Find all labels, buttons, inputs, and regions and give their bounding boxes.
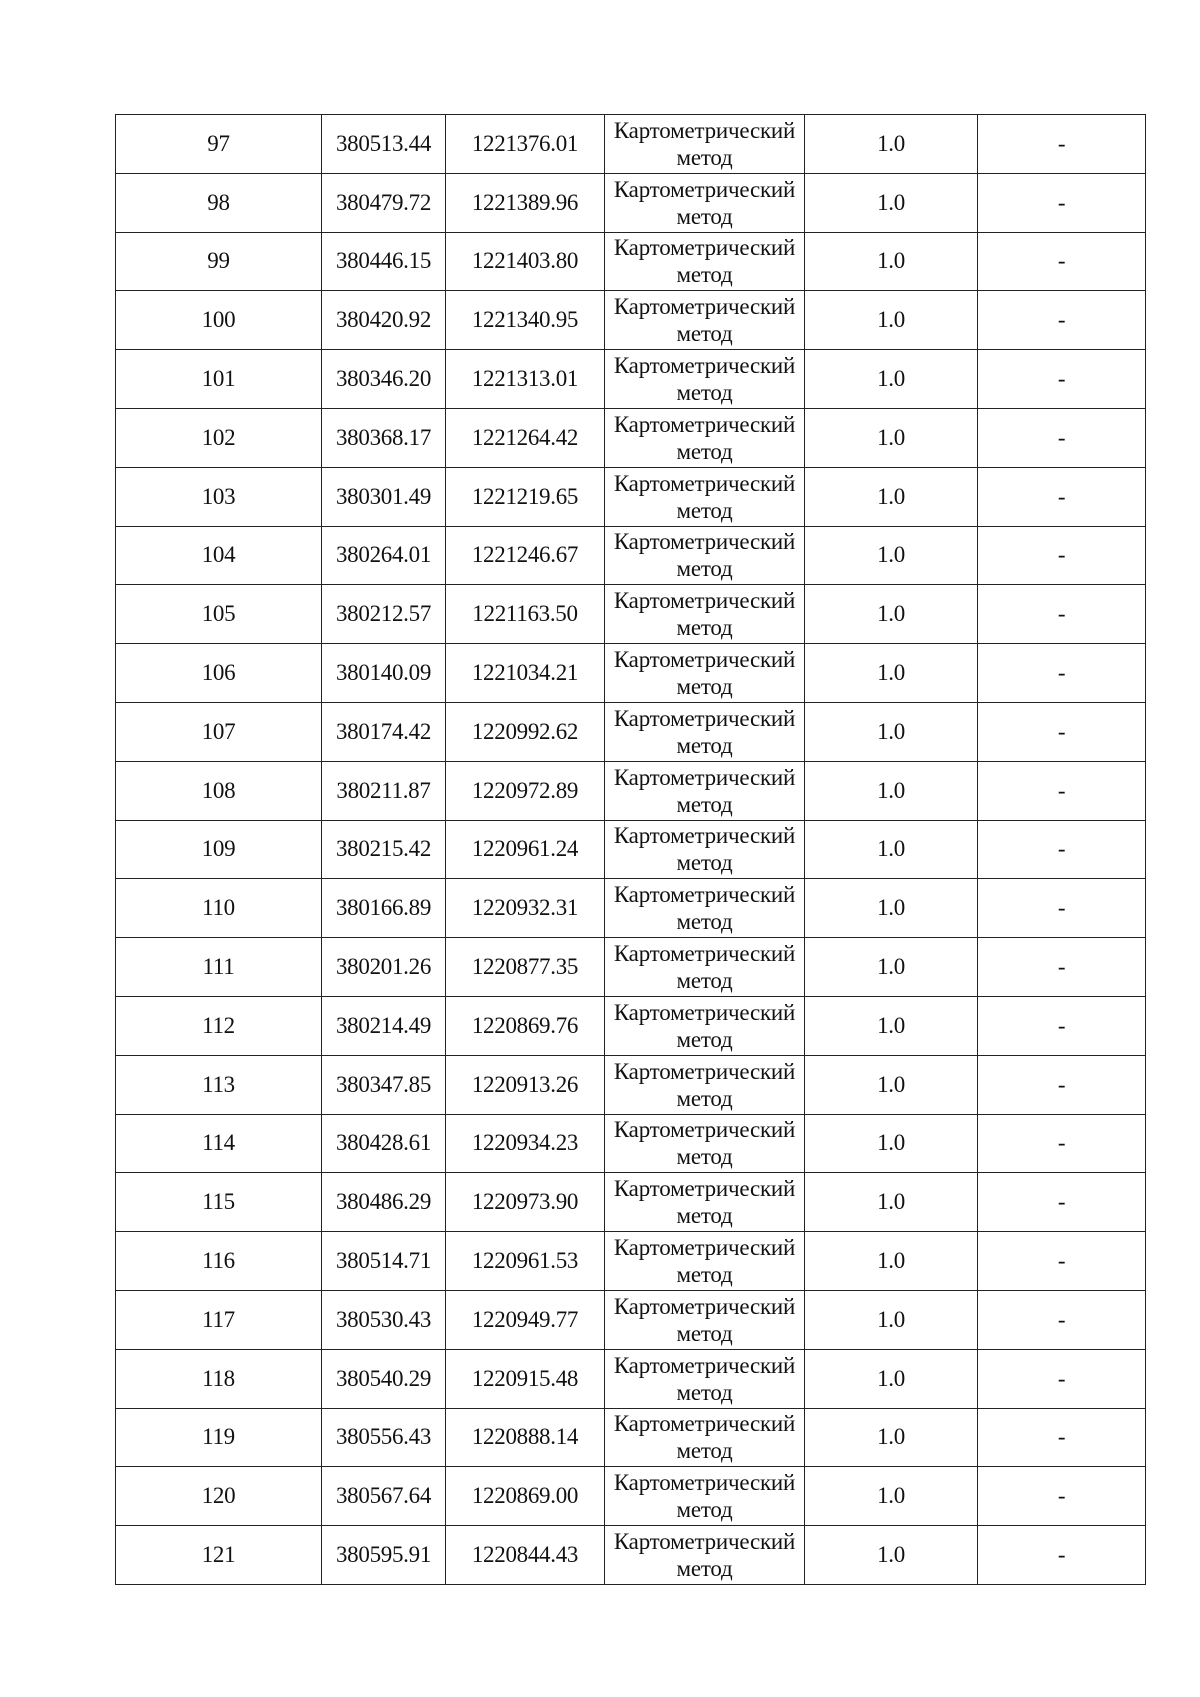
accuracy-cell: 1.0	[805, 408, 978, 467]
description-cell: -	[978, 761, 1146, 820]
accuracy-cell: 1.0	[805, 761, 978, 820]
method-cell	[605, 232, 805, 291]
coordinate-x-cell: 380211.87	[322, 761, 446, 820]
point-number-cell: 114	[116, 1114, 322, 1173]
method-cell	[605, 291, 805, 350]
method-line-2: метод	[676, 909, 733, 935]
method-line-2: метод	[676, 1262, 733, 1288]
coordinate-y-cell: 1221403.80	[446, 232, 605, 291]
coordinate-x-cell: 380201.26	[322, 938, 446, 997]
method-line-1: Картометрический	[613, 470, 796, 496]
point-number-cell: 121	[116, 1526, 322, 1585]
accuracy-cell: 1.0	[805, 526, 978, 585]
description-cell: -	[978, 1349, 1146, 1408]
coordinate-x-cell: 380513.44	[322, 115, 446, 174]
method-line-2: метод	[676, 615, 733, 641]
coordinate-y-cell: 1220961.53	[446, 1232, 605, 1291]
coordinate-x-cell: 380567.64	[322, 1467, 446, 1526]
table-row	[116, 644, 1146, 703]
method-line-1: Картометрический	[613, 1470, 796, 1496]
method-cell	[605, 644, 805, 703]
description-cell: -	[978, 232, 1146, 291]
coordinate-x-cell: 380174.42	[322, 702, 446, 761]
method-line-1: Картометрический	[613, 823, 796, 849]
coordinate-y-cell: 1221264.42	[446, 408, 605, 467]
method-line-1: Картометрический	[613, 294, 796, 320]
coordinate-y-cell: 1221389.96	[446, 173, 605, 232]
coordinate-y-cell: 1220949.77	[446, 1290, 605, 1349]
table-row	[116, 996, 1146, 1055]
method-cell	[605, 1055, 805, 1114]
accuracy-cell: 1.0	[805, 1349, 978, 1408]
method-line-2: метод	[676, 732, 733, 758]
accuracy-cell: 1.0	[805, 1526, 978, 1585]
table-row	[116, 232, 1146, 291]
point-number-cell: 108	[116, 761, 322, 820]
coordinate-y-cell: 1221034.21	[446, 644, 605, 703]
point-number-cell: 119	[116, 1408, 322, 1467]
table-row	[116, 820, 1146, 879]
method-cell	[605, 1232, 805, 1291]
coordinate-x-cell: 380264.01	[322, 526, 446, 585]
method-line-1: Картометрический	[613, 1411, 796, 1437]
coordinate-y-cell: 1220915.48	[446, 1349, 605, 1408]
coordinate-y-cell: 1220932.31	[446, 879, 605, 938]
coordinate-x-cell: 380214.49	[322, 996, 446, 1055]
description-cell: -	[978, 526, 1146, 585]
accuracy-cell: 1.0	[805, 879, 978, 938]
point-number-cell: 101	[116, 350, 322, 409]
description-cell: -	[978, 1290, 1146, 1349]
table-row	[116, 115, 1146, 174]
method-line-1: Картометрический	[613, 117, 796, 143]
point-number-cell: 100	[116, 291, 322, 350]
point-number-cell: 104	[116, 526, 322, 585]
description-cell: -	[978, 1408, 1146, 1467]
description-cell: -	[978, 1232, 1146, 1291]
accuracy-cell: 1.0	[805, 1055, 978, 1114]
table-row	[116, 1349, 1146, 1408]
method-cell	[605, 467, 805, 526]
method-line-2: метод	[676, 1556, 733, 1582]
coordinate-y-cell: 1220973.90	[446, 1173, 605, 1232]
point-number-cell: 99	[116, 232, 322, 291]
table-row	[116, 879, 1146, 938]
coordinate-x-cell: 380486.29	[322, 1173, 446, 1232]
method-line-2: метод	[676, 850, 733, 876]
coordinate-y-cell: 1220869.00	[446, 1467, 605, 1526]
coordinate-y-cell: 1220961.24	[446, 820, 605, 879]
table-row	[116, 1114, 1146, 1173]
method-line-1: Картометрический	[613, 1293, 796, 1319]
point-number-cell: 97	[116, 115, 322, 174]
accuracy-cell: 1.0	[805, 1467, 978, 1526]
accuracy-cell: 1.0	[805, 1114, 978, 1173]
method-line-1: Картометрический	[613, 1529, 796, 1555]
coordinate-x-cell: 380166.89	[322, 879, 446, 938]
coordinates-table	[115, 114, 1146, 1585]
method-cell	[605, 879, 805, 938]
accuracy-cell: 1.0	[805, 350, 978, 409]
table-row	[116, 1173, 1146, 1232]
coordinate-x-cell: 380595.91	[322, 1526, 446, 1585]
accuracy-cell: 1.0	[805, 702, 978, 761]
method-line-1: Картометрический	[613, 647, 796, 673]
table-row	[116, 1055, 1146, 1114]
method-cell	[605, 761, 805, 820]
coordinate-y-cell: 1220844.43	[446, 1526, 605, 1585]
method-cell	[605, 1173, 805, 1232]
accuracy-cell: 1.0	[805, 115, 978, 174]
point-number-cell: 98	[116, 173, 322, 232]
method-line-2: метод	[676, 438, 733, 464]
description-cell: -	[978, 1467, 1146, 1526]
method-line-2: метод	[676, 321, 733, 347]
coordinate-x-cell: 380479.72	[322, 173, 446, 232]
description-cell: -	[978, 1114, 1146, 1173]
accuracy-cell: 1.0	[805, 173, 978, 232]
table-row	[116, 1290, 1146, 1349]
coordinate-y-cell: 1220877.35	[446, 938, 605, 997]
method-line-2: метод	[676, 497, 733, 523]
method-cell	[605, 702, 805, 761]
point-number-cell: 118	[116, 1349, 322, 1408]
method-cell	[605, 1114, 805, 1173]
method-line-1: Картометрический	[613, 1235, 796, 1261]
method-line-2: метод	[676, 1320, 733, 1346]
table-row	[116, 1408, 1146, 1467]
method-cell	[605, 408, 805, 467]
method-line-1: Картометрический	[613, 353, 796, 379]
method-line-1: Картометрический	[613, 529, 796, 555]
description-cell: -	[978, 1526, 1146, 1585]
coordinate-y-cell: 1220913.26	[446, 1055, 605, 1114]
description-cell: -	[978, 1173, 1146, 1232]
accuracy-cell: 1.0	[805, 585, 978, 644]
method-line-1: Картометрический	[613, 1176, 796, 1202]
description-cell: -	[978, 702, 1146, 761]
description-cell: -	[978, 115, 1146, 174]
coordinate-y-cell: 1221219.65	[446, 467, 605, 526]
method-cell	[605, 1290, 805, 1349]
point-number-cell: 120	[116, 1467, 322, 1526]
method-line-2: метод	[676, 1379, 733, 1405]
point-number-cell: 109	[116, 820, 322, 879]
coordinate-x-cell: 380215.42	[322, 820, 446, 879]
coordinate-y-cell: 1221313.01	[446, 350, 605, 409]
description-cell: -	[978, 644, 1146, 703]
method-line-2: метод	[676, 262, 733, 288]
description-cell: -	[978, 291, 1146, 350]
accuracy-cell: 1.0	[805, 467, 978, 526]
coordinate-x-cell: 380347.85	[322, 1055, 446, 1114]
accuracy-cell: 1.0	[805, 996, 978, 1055]
method-line-1: Картометрический	[613, 1058, 796, 1084]
coordinate-x-cell: 380420.92	[322, 291, 446, 350]
method-line-1: Картометрический	[613, 588, 796, 614]
point-number-cell: 111	[116, 938, 322, 997]
description-cell: -	[978, 173, 1146, 232]
coordinate-x-cell: 380140.09	[322, 644, 446, 703]
table-row	[116, 467, 1146, 526]
method-cell	[605, 1526, 805, 1585]
accuracy-cell: 1.0	[805, 1232, 978, 1291]
method-line-1: Картометрический	[613, 764, 796, 790]
coordinate-x-cell: 380556.43	[322, 1408, 446, 1467]
method-line-2: метод	[676, 1085, 733, 1111]
table-row	[116, 938, 1146, 997]
method-line-1: Картометрический	[613, 176, 796, 202]
table-row	[116, 350, 1146, 409]
method-cell	[605, 173, 805, 232]
method-cell	[605, 1349, 805, 1408]
method-line-1: Картометрический	[613, 1352, 796, 1378]
description-cell: -	[978, 408, 1146, 467]
description-cell: -	[978, 585, 1146, 644]
coordinate-y-cell: 1220934.23	[446, 1114, 605, 1173]
coordinate-x-cell: 380446.15	[322, 232, 446, 291]
coordinates-table-body	[116, 115, 1146, 1585]
description-cell: -	[978, 938, 1146, 997]
method-cell	[605, 350, 805, 409]
accuracy-cell: 1.0	[805, 644, 978, 703]
coordinate-x-cell: 380212.57	[322, 585, 446, 644]
method-line-1: Картометрический	[613, 882, 796, 908]
coordinate-y-cell: 1221246.67	[446, 526, 605, 585]
method-line-1: Картометрический	[613, 705, 796, 731]
method-cell	[605, 938, 805, 997]
table-row	[116, 526, 1146, 585]
coordinate-y-cell: 1220992.62	[446, 702, 605, 761]
method-line-2: метод	[676, 1144, 733, 1170]
point-number-cell: 112	[116, 996, 322, 1055]
coordinate-x-cell: 380368.17	[322, 408, 446, 467]
point-number-cell: 116	[116, 1232, 322, 1291]
method-line-1: Картометрический	[613, 235, 796, 261]
point-number-cell: 105	[116, 585, 322, 644]
method-line-1: Картометрический	[613, 941, 796, 967]
method-cell	[605, 526, 805, 585]
coordinate-y-cell: 1221163.50	[446, 585, 605, 644]
point-number-cell: 103	[116, 467, 322, 526]
point-number-cell: 115	[116, 1173, 322, 1232]
method-line-2: метод	[676, 380, 733, 406]
method-line-2: метод	[676, 674, 733, 700]
method-cell	[605, 996, 805, 1055]
coordinate-y-cell: 1220972.89	[446, 761, 605, 820]
table-row	[116, 1467, 1146, 1526]
method-cell	[605, 1467, 805, 1526]
method-line-1: Картометрический	[613, 411, 796, 437]
description-cell: -	[978, 467, 1146, 526]
table-row	[116, 1526, 1146, 1585]
coordinate-x-cell: 380530.43	[322, 1290, 446, 1349]
method-line-2: метод	[676, 203, 733, 229]
description-cell: -	[978, 1055, 1146, 1114]
table-row	[116, 585, 1146, 644]
method-line-2: метод	[676, 1203, 733, 1229]
method-cell	[605, 1408, 805, 1467]
method-line-2: метод	[676, 791, 733, 817]
point-number-cell: 113	[116, 1055, 322, 1114]
table-row	[116, 291, 1146, 350]
coordinate-y-cell: 1221376.01	[446, 115, 605, 174]
method-line-2: метод	[676, 556, 733, 582]
accuracy-cell: 1.0	[805, 820, 978, 879]
table-row	[116, 702, 1146, 761]
description-cell: -	[978, 879, 1146, 938]
method-line-1: Картометрический	[613, 1117, 796, 1143]
accuracy-cell: 1.0	[805, 1408, 978, 1467]
method-cell	[605, 585, 805, 644]
table-row	[116, 173, 1146, 232]
method-cell	[605, 820, 805, 879]
point-number-cell: 107	[116, 702, 322, 761]
accuracy-cell: 1.0	[805, 1290, 978, 1349]
point-number-cell: 106	[116, 644, 322, 703]
coordinate-y-cell: 1220888.14	[446, 1408, 605, 1467]
method-line-1: Картометрический	[613, 999, 796, 1025]
coordinate-x-cell: 380301.49	[322, 467, 446, 526]
coordinate-y-cell: 1220869.76	[446, 996, 605, 1055]
accuracy-cell: 1.0	[805, 232, 978, 291]
point-number-cell: 110	[116, 879, 322, 938]
accuracy-cell: 1.0	[805, 938, 978, 997]
method-line-2: метод	[676, 1438, 733, 1464]
method-line-2: метод	[676, 1026, 733, 1052]
coordinate-y-cell: 1221340.95	[446, 291, 605, 350]
method-line-2: метод	[676, 144, 733, 170]
coordinate-x-cell: 380540.29	[322, 1349, 446, 1408]
method-line-2: метод	[676, 968, 733, 994]
description-cell: -	[978, 820, 1146, 879]
table-row	[116, 408, 1146, 467]
point-number-cell: 102	[116, 408, 322, 467]
point-number-cell: 117	[116, 1290, 322, 1349]
description-cell: -	[978, 996, 1146, 1055]
description-cell: -	[978, 350, 1146, 409]
coordinate-x-cell: 380514.71	[322, 1232, 446, 1291]
accuracy-cell: 1.0	[805, 291, 978, 350]
accuracy-cell: 1.0	[805, 1173, 978, 1232]
table-row	[116, 761, 1146, 820]
coordinate-x-cell: 380428.61	[322, 1114, 446, 1173]
coordinate-x-cell: 380346.20	[322, 350, 446, 409]
table-row	[116, 1232, 1146, 1291]
method-cell	[605, 115, 805, 174]
method-line-2: метод	[676, 1497, 733, 1523]
